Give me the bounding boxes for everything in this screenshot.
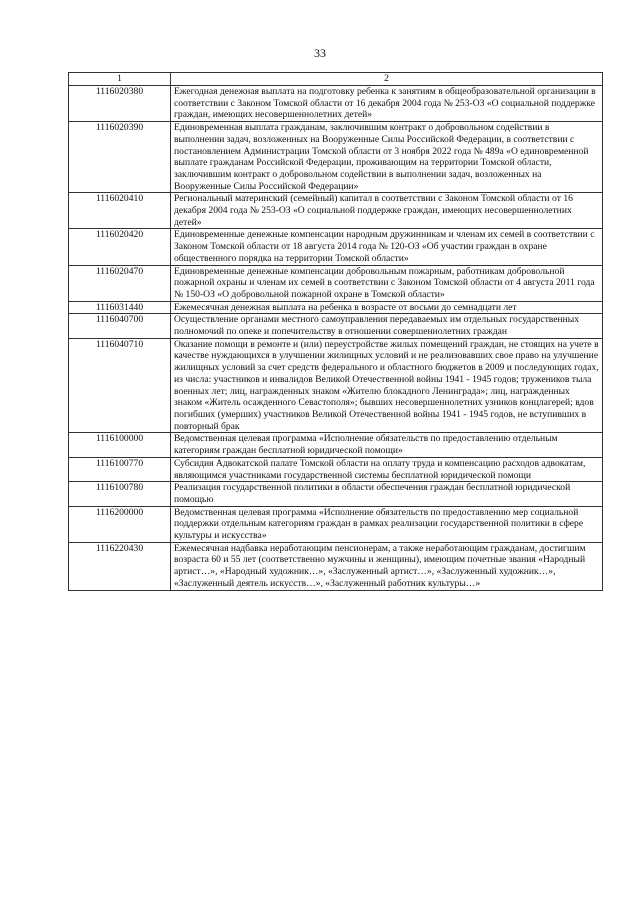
row-code: 1116020410 [69, 193, 171, 229]
row-code: 1116031440 [69, 301, 171, 314]
budget-codes-table [68, 72, 603, 591]
row-code: 1116040700 [69, 314, 171, 338]
table-row [69, 314, 603, 338]
row-description: Оказание помощи в ремонте и (или) переустройстве жилых помещений граждан, не стоящих на учете в качестве нуждающихся в улучшении жилищных условий и не реализовавших свое право на улучшение жилищных условий за счет средств федерального и областного бюджетов в 2009 и последующих годах, из числа: участников и инвалидов Великой Отечественной войны 1941 - 1945 годов; тружеников тыла военных лет; лиц, награжденных знаком «Жителю блокадного Ленинграда»; лиц, награжденных знаком «Житель осажденного Севастополя»; бывших несовершеннолетних узников концлагерей; вдов погибших (умерших) участников Великой Отечественной войны 1941 - 1945 годов, не вступивших в повторный брак [171, 338, 603, 433]
row-code: 1116100000 [69, 433, 171, 457]
row-description: Ежегодная денежная выплата на подготовку ребенка к занятиям в общеобразовательной организации в соответствии с Законом Томской области от 16 декабря 2004 года № 253-ОЗ «О социальной поддержке граждан, имеющих несовершеннолетних детей» [171, 86, 603, 122]
row-description: Единовременная выплата гражданам, заключившим контракт о добровольном содействии в выполнении задач, возложенных на Вооруженные Силы Российской Федерации, в соответствии с постановлением Администрации Томской области от 3 ноября 2022 года № 489а «О единовременной выплате гражданам Российской Федерации, проживающим на территории Томской области, заключившим контракт о добровольном содействии в выполнении задач, возложенных на Вооруженные Силы Российской Федерации» [171, 122, 603, 193]
row-code: 1116200000 [69, 506, 171, 542]
table-row [69, 542, 603, 590]
table-row [69, 122, 603, 193]
table-row [69, 301, 603, 314]
table-row [69, 338, 603, 433]
row-code: 1116020420 [69, 229, 171, 265]
table-row [69, 482, 603, 506]
table-row [69, 457, 603, 481]
table-header-row [69, 73, 603, 86]
row-description: Субсидия Адвокатской палате Томской области на оплату труда и компенсацию расходов адвокатам, являющимся участниками государственной системы бесплатной юридической помощи [171, 457, 603, 481]
page-number: 33 [314, 46, 326, 60]
row-description: Осуществление органами местного самоуправления передаваемых им отдельных государственных полномочий по опеке и попечительству в отношении совершеннолетних граждан [171, 314, 603, 338]
row-description: Единовременные денежные компенсации добровольным пожарным, работникам добровольной пожарной охраны и членам их семей в соответствии с Законом Томской области от 4 августа 2011 года № 150-ОЗ «О добровольной пожарной охране в Томской области» [171, 265, 603, 301]
table-row [69, 229, 603, 265]
row-description: Ежемесячная надбавка неработающим пенсионерам, а также неработающим гражданам, достигшим возраста 60 и 55 лет (соответственно мужчины и женщины), имеющим почетные звания «Народный артист…», «Народный художник…», «Заслуженный артист…», «Заслуженный художник…», «Заслуженный деятель искусств…», «Заслуженный работник культуры…» [171, 542, 603, 590]
table-row [69, 265, 603, 301]
row-code: 1116020470 [69, 265, 171, 301]
row-code: 1116100770 [69, 457, 171, 481]
table-row [69, 193, 603, 229]
row-code: 1116220430 [69, 542, 171, 590]
table-row [69, 433, 603, 457]
row-description: Региональный материнский (семейный) капитал в соответствии с Законом Томской области от 16 декабря 2004 года № 253-ОЗ «О социальной поддержке граждан, имеющих несовершеннолетних детей» [171, 193, 603, 229]
row-description: Ежемесячная денежная выплата на ребенка в возрасте от восьми до семнадцати лет [171, 301, 603, 314]
row-code: 1116100780 [69, 482, 171, 506]
row-code: 1116040710 [69, 338, 171, 433]
table-row [69, 86, 603, 122]
row-code: 1116020390 [69, 122, 171, 193]
row-description: Ведомственная целевая программа «Исполнение обязательств по предоставлению мер социальной поддержки отдельным категориям граждан в рамках реализации государственной политики в сфере культуры и искусства» [171, 506, 603, 542]
row-description: Реализация государственной политики в области обеспечения граждан бесплатной юридической помощью [171, 482, 603, 506]
row-description: Ведомственная целевая программа «Исполнение обязательств по предоставлению отдельным категориям граждан бесплатной юридической помощи» [171, 433, 603, 457]
column-header-code: 1 [69, 73, 171, 86]
column-header-description: 2 [171, 73, 603, 86]
row-description: Единовременные денежные компенсации народным дружинникам и членам их семей в соответствии с Законом Томской области от 18 августа 2014 года № 120-ОЗ «Об участии граждан в охране общественного порядка на территории Томской области» [171, 229, 603, 265]
row-code: 1116020380 [69, 86, 171, 122]
table-row [69, 506, 603, 542]
